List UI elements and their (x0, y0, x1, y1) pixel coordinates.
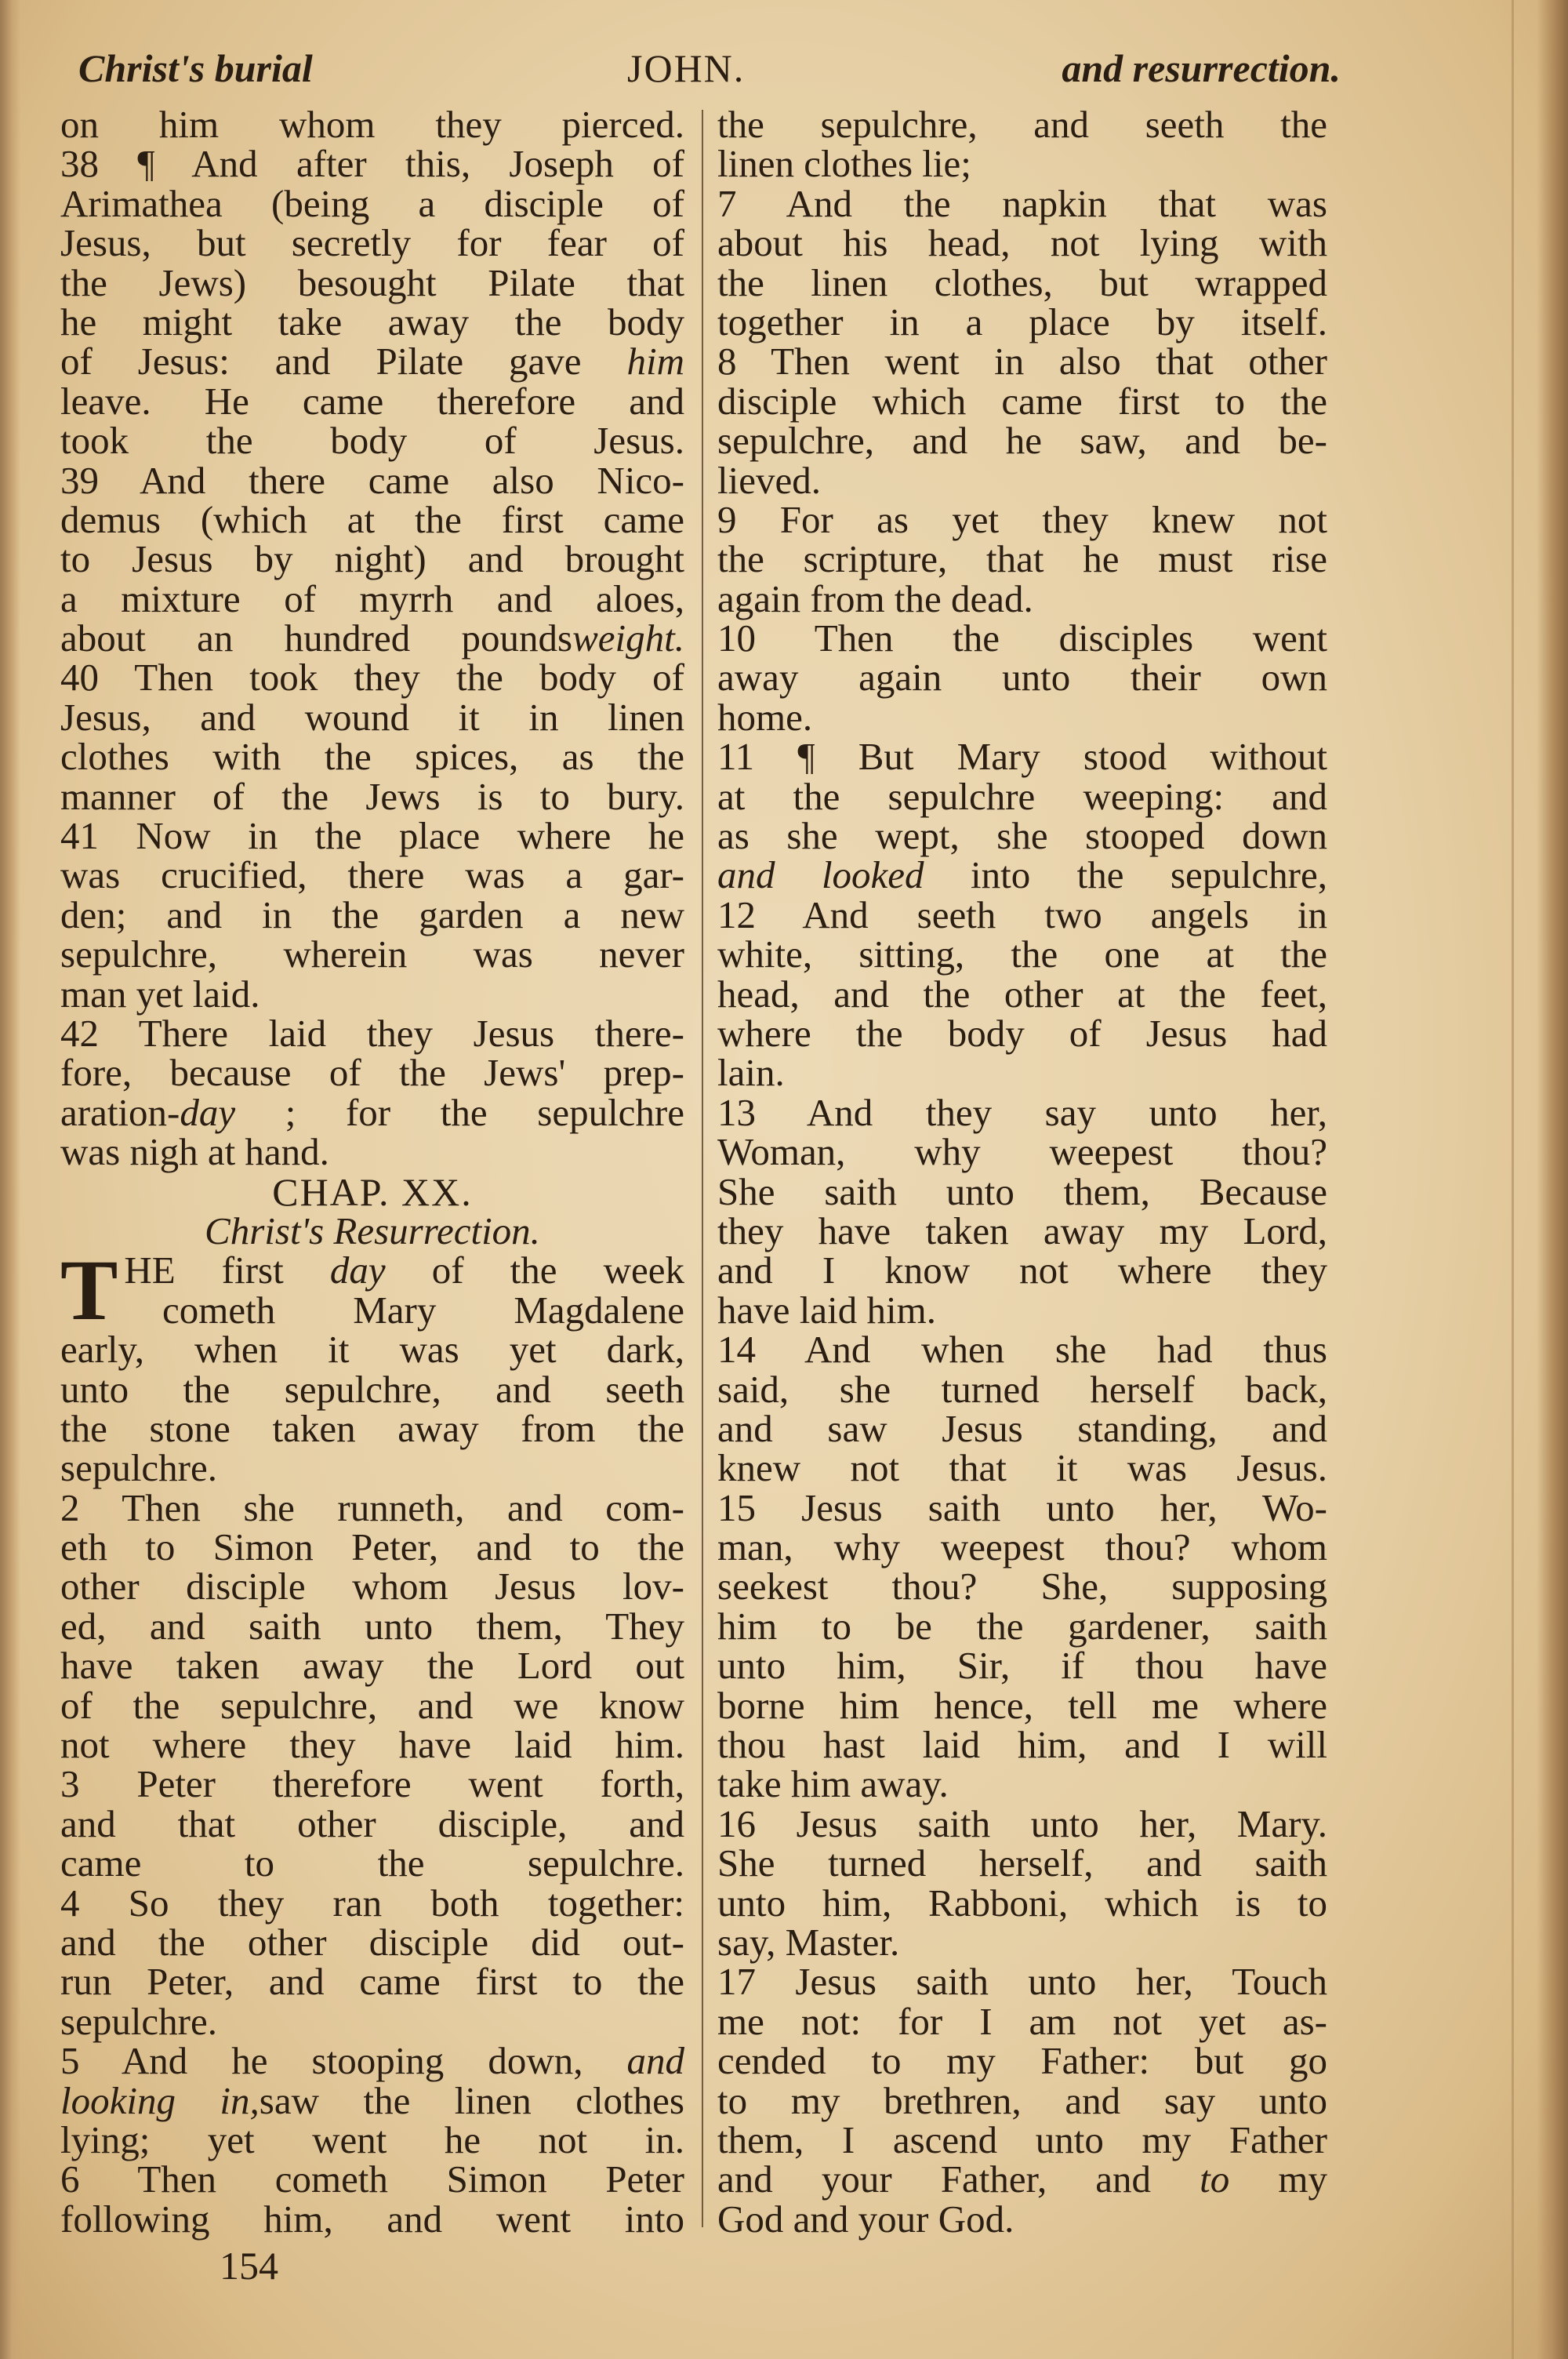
text-segment: at the sepulchre weeping: and (717, 774, 1327, 818)
text-line (60, 2078, 684, 2122)
text-line (717, 1525, 1327, 1569)
text-segment: 41 Now in the place where he (60, 814, 684, 858)
text-line (717, 537, 1327, 581)
text-segment: 38 ¶ And after this, Joseph of (60, 142, 684, 186)
text-segment: on him whom they pierced. (60, 103, 684, 146)
column-divider (702, 110, 703, 2227)
text-line (60, 1406, 684, 1450)
text-line (60, 972, 684, 1016)
text-segment: 9 For as yet they knew not (717, 497, 1327, 541)
text-segment: 5 And he stooping down, (60, 2039, 627, 2083)
text-line (717, 2078, 1327, 2122)
text-line (60, 1090, 684, 1134)
text-line (717, 1644, 1327, 1688)
text-segment: into the sepulchre, (924, 853, 1327, 897)
text-segment: where the body of Jesus had (717, 1011, 1327, 1055)
text-line (717, 1251, 1327, 1290)
text-segment: saw the linen clothes (259, 2078, 684, 2122)
text-segment: demus (which at the first came (60, 497, 684, 541)
text-segment: 39 And there came also Nico- (60, 458, 684, 502)
text-segment: 6 Then cometh Simon Peter (60, 2157, 684, 2201)
italic-text: weight. (572, 616, 684, 660)
text-segment: said, she turned herself back, (717, 1367, 1327, 1411)
text-segment: of the week (385, 1249, 684, 1292)
text-segment: 3 Peter therefore went forth, (60, 1762, 684, 1806)
text-segment: run Peter, and came first to the (60, 1960, 684, 2004)
text-line (60, 260, 684, 304)
text-line (717, 1683, 1327, 1727)
text-line (717, 1920, 1327, 1964)
text-segment: cended to my Father: but go (717, 2039, 1327, 2083)
text-segment: aration- (60, 1090, 180, 1134)
text-line (60, 1801, 684, 1845)
text-line (60, 2197, 684, 2241)
text-segment: took the body of Jesus. (60, 419, 684, 463)
text-line (60, 774, 684, 818)
text-segment: and your Father, and (717, 2157, 1200, 2201)
text-line (60, 1051, 684, 1095)
text-line (60, 1448, 684, 1488)
text-segment: and I know not where they (717, 1249, 1327, 1292)
text-line (717, 1011, 1327, 1055)
text-segment: knew not that it was Jesus. (717, 1446, 1327, 1490)
text-segment: the sepulchre, and seeth the (717, 103, 1327, 146)
text-segment: cometh Mary Magdalene (162, 1288, 684, 1332)
text-line (60, 1725, 684, 1765)
text-segment: following him, and went into (60, 2197, 684, 2241)
text-line (60, 1011, 684, 1055)
text-line (60, 221, 684, 265)
text-segment: say, Master. (717, 1920, 900, 1964)
text-line (60, 1841, 684, 1885)
text-line (717, 458, 1327, 502)
text-line (717, 1801, 1327, 1845)
text-line (717, 616, 1327, 660)
text-line (717, 1485, 1327, 1529)
text-line (717, 735, 1327, 779)
text-line (717, 1881, 1327, 1925)
text-segment: eth to Simon Peter, and to the (60, 1525, 684, 1569)
italic-text: day (329, 1249, 386, 1292)
text-line (717, 892, 1327, 936)
running-header (78, 45, 1341, 93)
text-line (717, 656, 1327, 700)
text-segment: 10 Then the disciples went (717, 616, 1327, 660)
text-segment: sepulchre, wherein was never (60, 932, 684, 976)
page-number: 154 (220, 2244, 278, 2288)
text-line (717, 1960, 1327, 2004)
text-segment: me not: for I am not yet as- (717, 1999, 1327, 2043)
text-line (717, 2117, 1327, 2161)
text-segment: white, sitting, the one at the (717, 932, 1327, 976)
text-line (717, 1448, 1327, 1488)
text-segment: again from the dead. (717, 576, 1033, 620)
text-line (717, 1725, 1327, 1765)
text-segment: ; for the sepulchre (235, 1090, 684, 1134)
text-segment: about an hundred pounds (60, 616, 573, 660)
text-line (60, 932, 684, 976)
text-segment: unto him, Sir, if thou have (717, 1644, 1327, 1688)
text-line (717, 774, 1327, 818)
text-line (60, 735, 684, 779)
text-segment: 12 And seeth two angels in (717, 892, 1327, 936)
text-segment: them, I ascend unto my Father (717, 2117, 1327, 2161)
text-line (717, 419, 1327, 463)
text-segment: he might take away the body (60, 300, 684, 343)
text-segment: borne him hence, tell me where (717, 1683, 1327, 1727)
text-segment: She saith unto them, Because (717, 1169, 1327, 1213)
text-line (717, 1328, 1327, 1372)
text-segment: my (1229, 2157, 1327, 2201)
text-line (60, 497, 684, 541)
text-segment: as she wept, she stooped down (717, 814, 1327, 858)
text-line (60, 816, 684, 856)
text-line (60, 1881, 684, 1925)
text-segment: lieved. (717, 458, 821, 502)
text-line (717, 1841, 1327, 1885)
text-line (60, 1999, 684, 2043)
text-line (60, 537, 684, 581)
italic-text: looking in, (60, 2078, 260, 2122)
text-segment: 40 Then took they the body of (60, 656, 684, 700)
text-segment: Woman, why weepest thou? (717, 1130, 1327, 1174)
text-segment: have laid him. (717, 1288, 936, 1332)
text-segment: him to be the gardener, saith (717, 1604, 1327, 1648)
text-segment: they have taken away my Lord, (717, 1209, 1327, 1252)
chapter-heading: CHAP. XX. (272, 1169, 473, 1214)
text-segment: man yet laid. (60, 972, 260, 1016)
text-line (717, 1090, 1327, 1134)
text-line (717, 379, 1327, 423)
page-binding-edge (0, 0, 20, 2359)
text-line (60, 1683, 684, 1727)
text-segment: 8 Then went in also that other (717, 340, 1327, 383)
text-segment: the scripture, that he must rise (717, 537, 1327, 581)
text-line (717, 221, 1327, 265)
text-line (717, 1567, 1327, 1606)
text-line (60, 1567, 684, 1606)
italic-text: him (626, 340, 684, 383)
text-line (60, 892, 684, 936)
text-segment: Jesus, and wound it in linen (60, 695, 684, 739)
text-segment: disciple which came first to the (717, 379, 1327, 423)
text-line (60, 1604, 684, 1648)
text-line (60, 1960, 684, 2004)
text-segment: Arimathea (being a disciple of (60, 181, 684, 225)
text-segment: the stone taken away from the (60, 1406, 684, 1450)
text-line (717, 1999, 1327, 2043)
text-line (60, 419, 684, 463)
text-line (60, 616, 684, 660)
text-segment: came to the sepulchre. (60, 1841, 684, 1885)
text-line (717, 105, 1327, 144)
text-segment: was nigh at hand. (60, 1130, 329, 1174)
text-line (60, 1367, 684, 1411)
text-line (717, 1051, 1327, 1095)
text-segment: ed, and saith unto them, They (60, 1604, 684, 1648)
text-line (717, 1209, 1327, 1252)
text-line (60, 2041, 684, 2081)
text-segment: man, why weepest thou? whom (717, 1525, 1327, 1569)
drop-cap: T (60, 1242, 118, 1339)
italic-text: Christ's Resurrection. (205, 1209, 540, 1252)
text-line (60, 1762, 684, 1806)
text-segment: have taken away the Lord out (60, 1644, 684, 1688)
text-segment: was crucified, there was a gar- (60, 853, 684, 897)
text-line (60, 181, 684, 225)
text-line (60, 1288, 684, 1332)
text-segment: HE first (124, 1249, 330, 1292)
text-line (60, 1644, 684, 1688)
text-segment: sepulchre. (60, 1999, 217, 2043)
text-segment: together in a place by itself. (717, 300, 1327, 343)
text-line (717, 816, 1327, 856)
text-segment: 4 So they ran both together: (60, 1881, 684, 1925)
text-segment: and saw Jesus standing, and (717, 1406, 1327, 1450)
text-line (60, 1525, 684, 1569)
text-line (60, 1209, 684, 1252)
text-segment: sepulchre. (60, 1446, 217, 1490)
text-segment: unto the sepulchre, and seeth (60, 1367, 684, 1411)
text-line (717, 342, 1327, 381)
text-line (717, 932, 1327, 976)
text-segment: linen clothes lie; (717, 142, 971, 186)
text-segment: early, when it was yet dark, (60, 1328, 684, 1372)
text-segment: Jesus, but secretly for fear of (60, 221, 684, 265)
text-segment: 14 And when she had thus (717, 1328, 1327, 1372)
text-line (717, 1288, 1327, 1332)
text-segment: not where they have laid him. (60, 1723, 684, 1767)
text-line (717, 2041, 1327, 2081)
text-line (717, 1169, 1327, 1213)
text-segment: 17 Jesus saith unto her, Touch (717, 1960, 1327, 2004)
text-segment: 15 Jesus saith unto her, Wo- (717, 1485, 1327, 1529)
text-line (717, 300, 1327, 343)
text-line (717, 1367, 1327, 1411)
text-segment: head, and the other at the feet, (717, 972, 1327, 1016)
text-line (717, 1406, 1327, 1450)
text-segment: 11 ¶ But Mary stood without (717, 735, 1327, 779)
text-segment: clothes with the spices, as the (60, 735, 684, 779)
text-segment: sepulchre, and he saw, and be- (717, 419, 1327, 463)
text-line (60, 2157, 684, 2201)
text-line (60, 379, 684, 423)
text-segment: unto him, Rabboni, which is to (717, 1881, 1327, 1925)
left-text-column (60, 105, 684, 2239)
page-fold-line (1512, 0, 1514, 2359)
text-segment: den; and in the garden a new (60, 892, 684, 936)
text-segment: the linen clothes, but wrapped (717, 260, 1327, 304)
text-line (717, 853, 1327, 897)
text-segment: of the sepulchre, and we know (60, 1683, 684, 1727)
text-segment: to my brethren, and say unto (717, 2078, 1327, 2122)
text-segment: other disciple whom Jesus lov- (60, 1565, 684, 1608)
text-segment: God and your God. (717, 2197, 1014, 2241)
text-segment: take him away. (717, 1762, 949, 1806)
text-line (717, 1762, 1327, 1806)
text-line (60, 1485, 684, 1529)
text-line (717, 260, 1327, 304)
text-line (717, 2197, 1327, 2241)
text-line (60, 105, 684, 144)
text-segment: of Jesus: and Pilate gave (60, 340, 627, 383)
page-right-edge (1537, 0, 1568, 2359)
text-segment: 13 And they say unto her, (717, 1090, 1327, 1134)
italic-text: day (180, 1090, 236, 1134)
text-line (60, 300, 684, 343)
italic-text: and (626, 2039, 684, 2083)
text-segment: 42 There laid they Jesus there- (60, 1011, 684, 1055)
text-segment: lain. (717, 1051, 785, 1095)
text-segment: home. (717, 695, 813, 739)
text-segment: 7 And the napkin that was (717, 181, 1327, 225)
text-segment: about his head, not lying with (717, 221, 1327, 265)
text-segment: away again unto their own (717, 656, 1327, 700)
text-line (717, 576, 1327, 620)
text-segment: manner of the Jews is to bury. (60, 774, 684, 818)
text-line (60, 853, 684, 897)
text-segment: to Jesus by night) and brought (60, 537, 684, 581)
text-segment: and the other disciple did out- (60, 1920, 684, 1964)
text-line (60, 1169, 684, 1214)
text-segment: fore, because of the Jews' prep- (60, 1051, 684, 1095)
text-line (717, 1604, 1327, 1648)
text-line (717, 2157, 1327, 2201)
right-text-column (717, 105, 1327, 2239)
text-line (717, 972, 1327, 1016)
text-segment: 2 Then she runneth, and com- (60, 1485, 684, 1529)
text-line (717, 181, 1327, 225)
text-line (717, 497, 1327, 541)
italic-text: to (1200, 2157, 1230, 2201)
header-left: Christ's burial (78, 46, 313, 90)
text-line (60, 695, 684, 739)
text-line (717, 144, 1327, 184)
text-line (60, 656, 684, 700)
text-line (60, 342, 684, 381)
text-line (717, 695, 1327, 739)
italic-text: and looked (717, 853, 924, 897)
text-segment: She turned herself, and saith (717, 1841, 1327, 1885)
text-segment: seekest thou? She, supposing (717, 1565, 1327, 1608)
text-segment: 16 Jesus saith unto her, Mary. (717, 1801, 1327, 1845)
header-right: and resurrection. (1062, 46, 1341, 90)
text-segment: a mixture of myrrh and aloes, (60, 576, 684, 620)
text-segment: and that other disciple, and (60, 1801, 684, 1845)
text-line (60, 144, 684, 184)
text-segment: lying; yet went he not in. (60, 2117, 684, 2161)
text-line (60, 576, 684, 620)
text-line (60, 1920, 684, 1964)
text-segment: the Jews) besought Pilate that (60, 260, 684, 304)
text-line (60, 1328, 684, 1372)
text-segment: leave. He came therefore and (60, 379, 684, 423)
text-line (60, 1132, 684, 1172)
header-book-title: JOHN. (627, 46, 746, 90)
text-line (60, 2117, 684, 2161)
text-line (717, 1132, 1327, 1172)
text-line (60, 458, 684, 502)
text-segment: thou hast laid him, and I will (717, 1723, 1327, 1767)
